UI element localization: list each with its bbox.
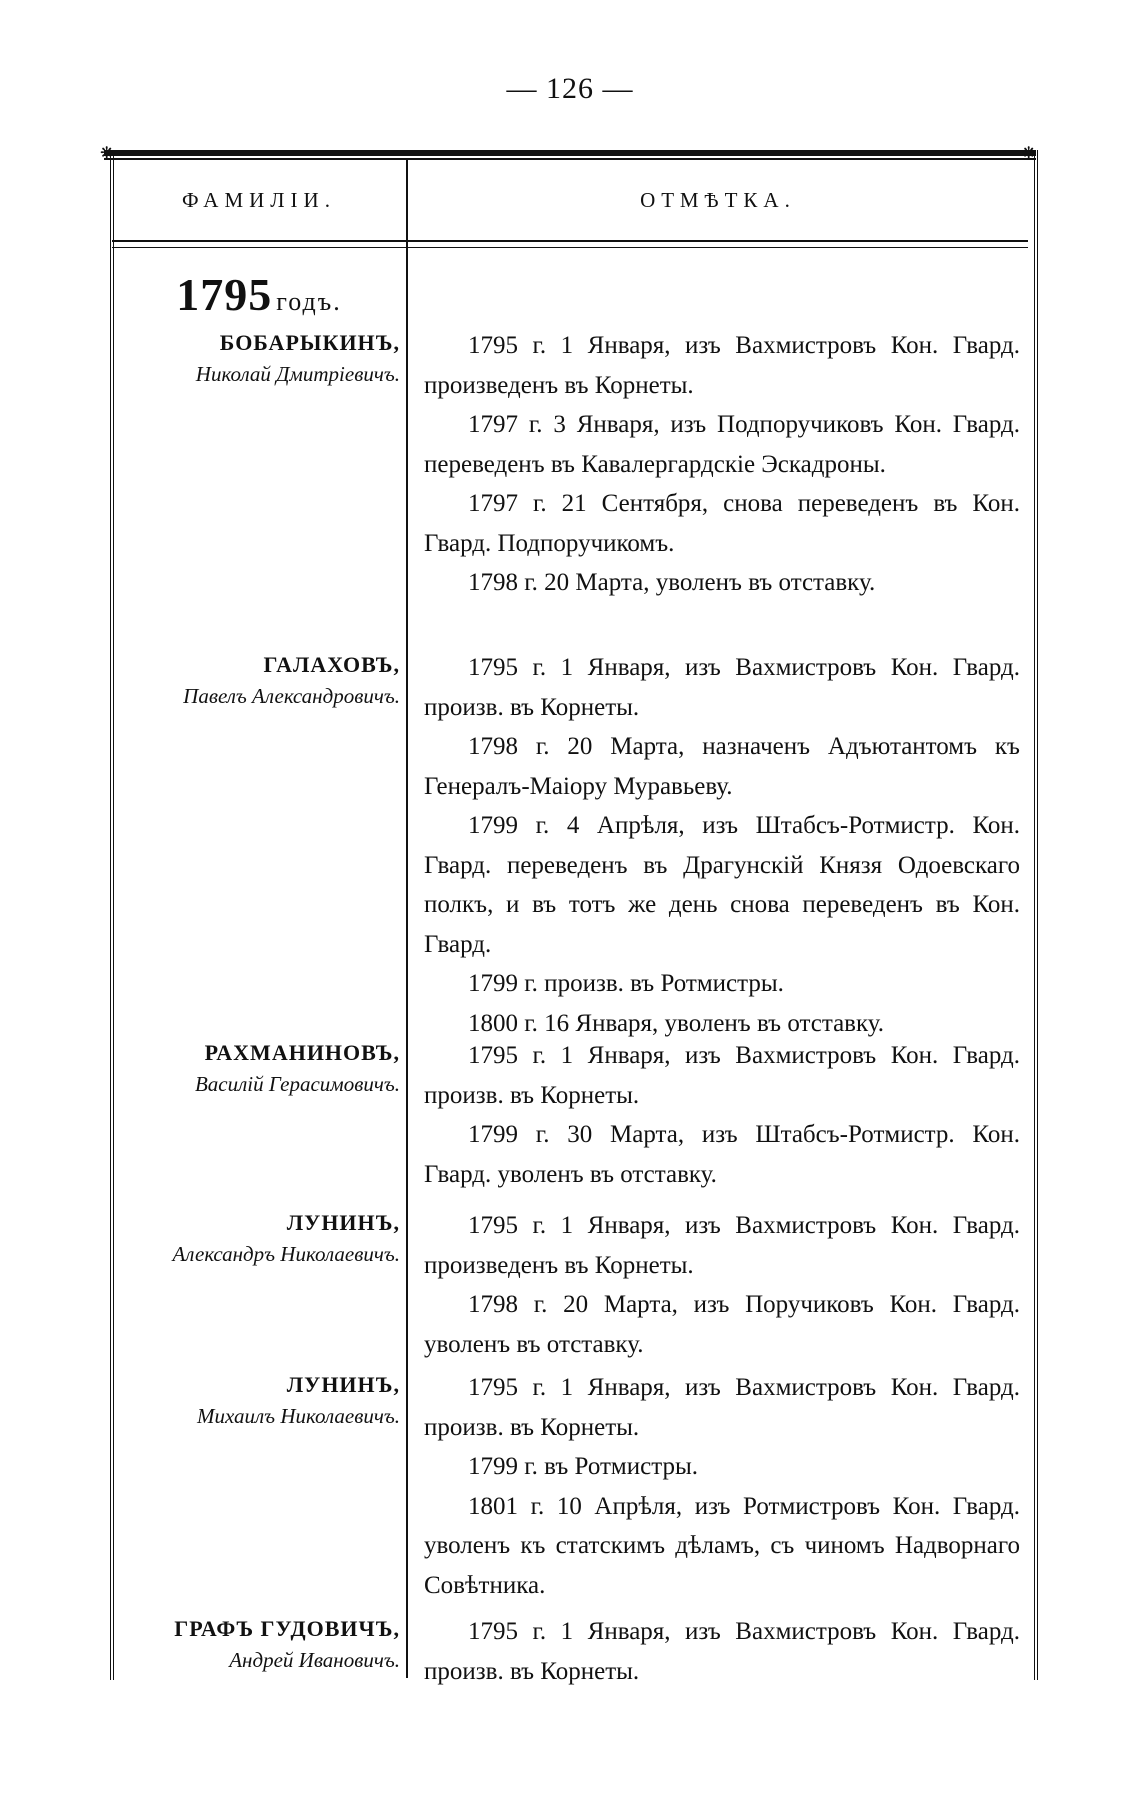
surname: РАХМАНИНОВЪ,: [204, 1040, 400, 1065]
surname: ЛУНИНЪ,: [286, 1210, 400, 1235]
remark-line: 1795 г. 1 Января, изъ Вахмистровъ Кон. Гвард. произведенъ въ Корнеты.: [424, 332, 1020, 399]
remark-line: 1801 г. 10 Апрѣля, изъ Ротмистровъ Кон. Гвард. уволенъ къ статскимъ дѣламъ, съ чиномъ Надворнаго Совѣтника.: [424, 1492, 1020, 1599]
remark-line: 1795 г. 1 Января, изъ Вахмистровъ Кон. Гвард. произв. въ Корнеты.: [424, 1618, 1020, 1685]
corner-ornament-left: ❋: [100, 145, 114, 162]
remark-line: 1795 г. 1 Января, изъ Вахмистровъ Кон. Гвард. произв. въ Корнеты.: [424, 654, 1020, 721]
column-header-names: ФАМИЛIИ.: [182, 188, 336, 212]
given-name: Александръ Николаевичъ.: [172, 1242, 400, 1266]
remarks: [424, 1368, 1020, 1605]
remarks: [424, 1036, 1020, 1194]
remarks: [424, 1206, 1020, 1364]
header-rule: [112, 240, 1028, 248]
page-number: — 126 —: [506, 72, 634, 105]
remark-line: 1795 г. 1 Января, изъ Вахмистровъ Кон. Гвард. произв. въ Корнеты.: [424, 1042, 1020, 1109]
year-word: годъ.: [276, 287, 342, 316]
surname: ГАЛАХОВЪ,: [263, 652, 400, 677]
remark-line: 1799 г. въ Ротмистры.: [468, 1453, 698, 1480]
surname: БОБАРЫКИНЪ,: [219, 330, 400, 355]
remarks: [424, 648, 1020, 1043]
name-block: [124, 648, 400, 710]
remark-line: 1799 г. произв. въ Ротмистры.: [468, 970, 784, 997]
corner-ornament-right: ❋: [1022, 145, 1036, 162]
year-heading: [116, 268, 402, 321]
name-block: [124, 1206, 400, 1268]
remark-line: 1798 г. 20 Марта, назначенъ Адъютантомъ къ Генералъ-Маiору Муравьеву.: [424, 733, 1020, 800]
remark-line: 1798 г. 20 Марта, уволенъ въ отставку.: [468, 569, 876, 596]
name-block: [124, 1036, 400, 1098]
remark-line: 1795 г. 1 Января, изъ Вахмистровъ Кон. Гвард. произведенъ въ Корнеты.: [424, 1212, 1020, 1279]
given-name: Василiй Герасимовичъ.: [194, 1072, 400, 1096]
table-top-rule: [104, 150, 1036, 160]
column-divider: [406, 160, 408, 1678]
surname: ГРАФЪ ГУДОВИЧЪ,: [174, 1616, 400, 1641]
given-name: Павелъ Александровичъ.: [183, 684, 400, 708]
name-block: [124, 1368, 400, 1430]
remark-line: 1795 г. 1 Января, изъ Вахмистровъ Кон. Гвард. произв. въ Корнеты.: [424, 1374, 1020, 1441]
given-name: Михаилъ Николаевичъ.: [196, 1404, 400, 1428]
name-block: [124, 326, 400, 388]
remark-line: 1799 г. 30 Марта, изъ Штабсъ-Ротмистр. Кон. Гвард. уволенъ въ отставку.: [424, 1121, 1020, 1188]
name-block: [124, 1612, 400, 1674]
remarks: [424, 1612, 1020, 1691]
remark-line: 1797 г. 3 Января, изъ Подпоручиковъ Кон. Гвард. переведенъ въ Кавалергардскiе Эскадроны.: [424, 411, 1020, 478]
surname: ЛУНИНЪ,: [286, 1372, 400, 1397]
given-name: Андрей Ивановичъ.: [229, 1648, 400, 1672]
year-number: 1795: [176, 269, 273, 320]
remarks: [424, 326, 1020, 603]
remark-line: 1798 г. 20 Марта, изъ Поручиковъ Кон. Гвард. уволенъ въ отставку.: [424, 1291, 1020, 1358]
remark-line: 1799 г. 4 Апрѣля, изъ Штабсъ-Ротмистр. Кон. Гвард. переведенъ въ Драгунскiй Князя Одоевскаго полкъ, и въ тотъ же день снова переведенъ въ Кон. Гвард.: [424, 812, 1020, 958]
given-name: Николай Дмитрiевичъ.: [195, 362, 400, 386]
column-header-remarks: ОТМѢТКА.: [640, 188, 796, 212]
remark-line: 1797 г. 21 Сентября, снова переведенъ въ Кон. Гвард. Подпоручикомъ.: [424, 490, 1020, 557]
remark-line: 1800 г. 16 Января, уволенъ въ отставку.: [468, 1009, 885, 1037]
